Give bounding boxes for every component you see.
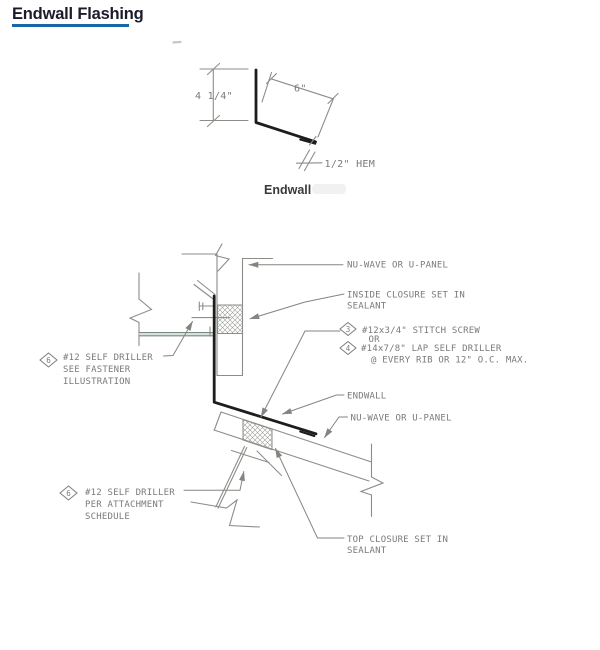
diamond-6-bottom-number: 6	[66, 489, 71, 498]
diamond-4-number: 4	[345, 344, 351, 353]
callout-top-closure-2: SEALANT	[347, 546, 387, 556]
callout-driller-bottom-1: #12 SELF DRILLER	[85, 488, 175, 498]
dim-height-label: 4 1/4"	[195, 91, 233, 102]
dim-width-label: 6"	[294, 83, 307, 95]
profile-flashing-shape	[256, 70, 316, 144]
leader-driller-top	[164, 322, 193, 357]
dim-height	[195, 64, 248, 127]
callout-screw4-spacing: @ EVERY RIB OR 12" O.C. MAX.	[371, 355, 529, 366]
scan-artifacts	[172, 41, 346, 194]
leader-panel-bottom	[325, 417, 348, 438]
callout-screw4: #14x7/8" LAP SELF DRILLER	[361, 344, 502, 354]
leader-inside-closure	[250, 294, 344, 319]
callout-driller-bottom-3: SCHEDULE	[85, 512, 130, 522]
callout-driller-bottom-2: PER ATTACHMENT	[85, 500, 164, 510]
wall-and-girt	[130, 273, 213, 346]
callout-inside-closure-2: SEALANT	[347, 301, 387, 312]
callout-inside-closure-1: INSIDE CLOSURE SET IN	[347, 290, 465, 301]
callout-panel-bottom: NU-WAVE OR U-PANEL	[350, 413, 452, 424]
flashing-top-tab	[194, 285, 213, 299]
page-title: Endwall Flashing	[12, 5, 144, 23]
key-diamonds	[40, 323, 356, 501]
support-member	[191, 447, 260, 528]
right-support-leg	[257, 451, 282, 476]
callout-screw3: #12x3/4" STITCH SCREW	[362, 326, 480, 336]
leader-endwall	[283, 395, 345, 414]
hem-label: 1/2" HEM	[324, 159, 376, 170]
callout-top-closure-1: TOP CLOSURE SET IN	[347, 535, 449, 545]
callout-driller-top-2: SEE FASTENER	[63, 365, 131, 375]
top-closure-hatch	[243, 420, 272, 450]
callout-endwall: ENDWALL	[347, 391, 387, 402]
installation-detail	[40, 244, 528, 556]
diamond-6-top-number: 6	[46, 356, 51, 365]
profile-caption: Endwall	[264, 183, 312, 197]
closure-bottom-edge	[232, 451, 270, 463]
profile-drawing	[195, 64, 375, 198]
diamond-3-number: 3	[345, 325, 351, 334]
callout-screw-or: OR	[368, 335, 380, 345]
wall-break-symbol	[130, 299, 152, 323]
leader-driller-bottom	[184, 472, 244, 491]
leader-lines	[164, 265, 348, 538]
inside-closure-hatch	[218, 305, 243, 334]
callout-driller-top-1: #12 SELF DRILLER	[63, 353, 153, 363]
leader-stitch-screw	[261, 331, 340, 417]
callout-driller-top-3: ILLUSTRATION	[63, 377, 131, 387]
member-break-symbol	[191, 500, 260, 527]
callout-panel-top: NU-WAVE OR U-PANEL	[347, 260, 449, 271]
